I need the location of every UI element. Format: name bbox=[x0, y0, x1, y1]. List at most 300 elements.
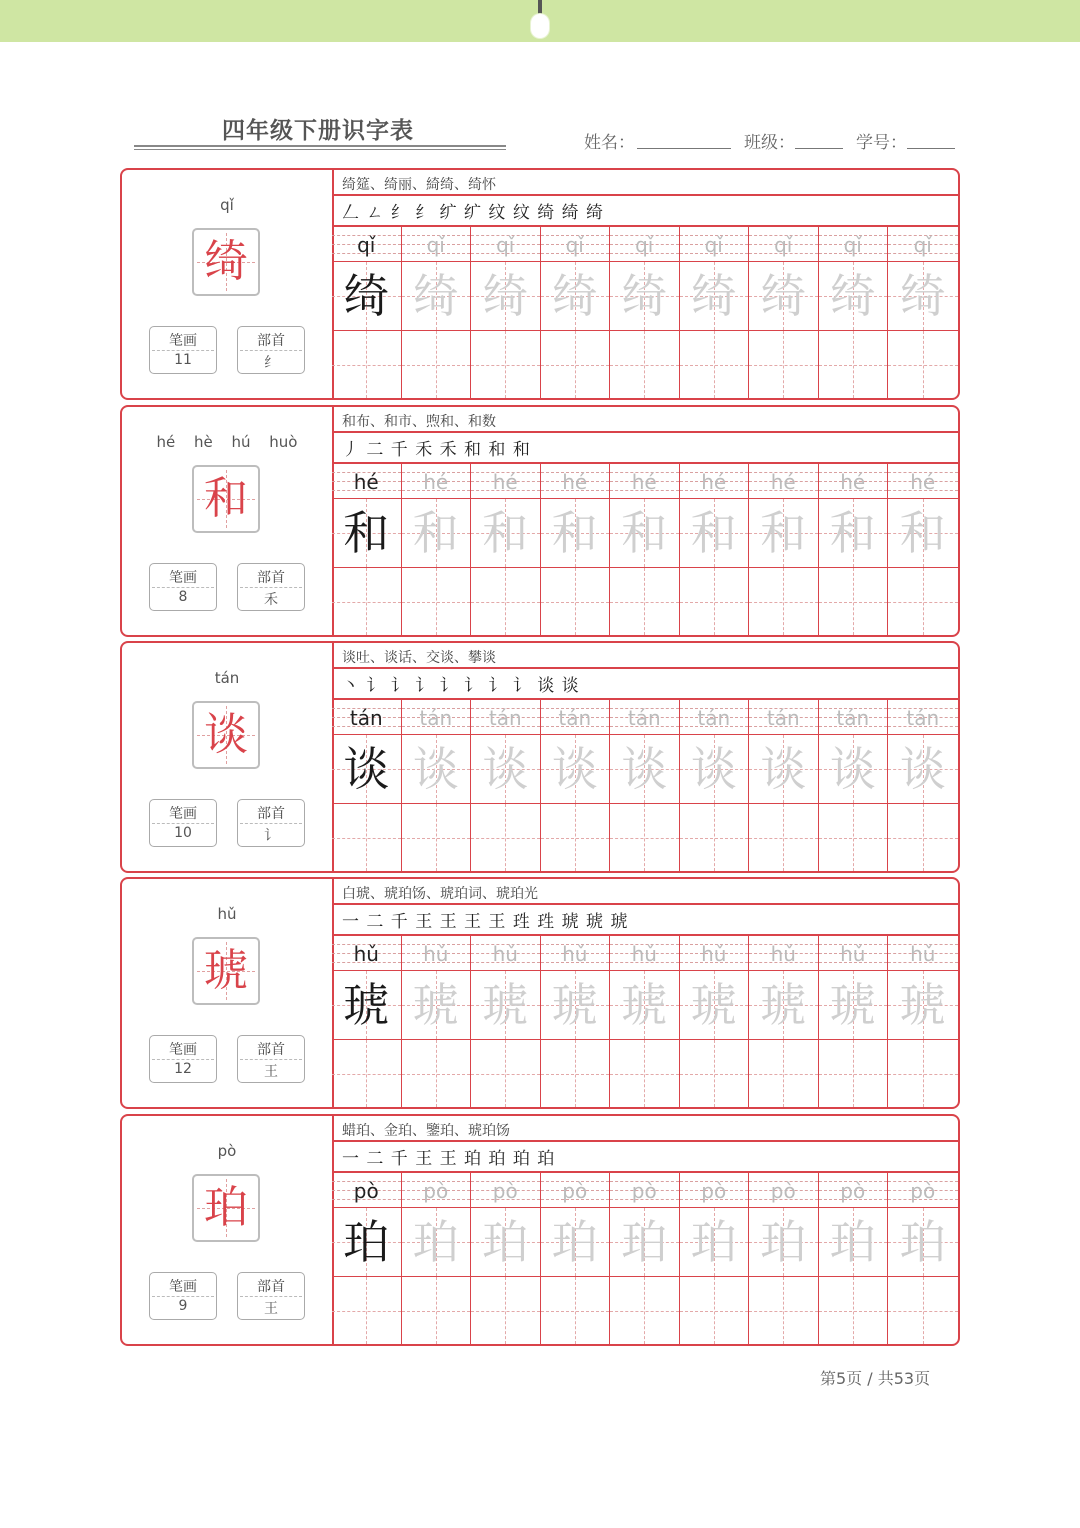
practice-column bbox=[749, 700, 819, 871]
practice-column bbox=[819, 464, 889, 635]
tracing-cell[interactable] bbox=[541, 970, 610, 1040]
radical-value: 纟 bbox=[264, 355, 278, 371]
pinyin-writing-row[interactable] bbox=[610, 700, 679, 734]
pinyin-writing-row[interactable] bbox=[402, 227, 471, 261]
trace-pinyin: qǐ bbox=[843, 233, 862, 257]
blank-writing-cell[interactable] bbox=[610, 1277, 679, 1344]
pinyin-writing-row[interactable] bbox=[541, 936, 610, 970]
blank-writing-cell[interactable] bbox=[541, 1040, 610, 1107]
radical-label: 部首 bbox=[257, 1042, 285, 1058]
trace-pinyin: hé bbox=[840, 470, 866, 494]
practice-column bbox=[888, 227, 958, 398]
practice-column bbox=[471, 700, 541, 871]
pinyin-writing-row[interactable] bbox=[471, 227, 540, 261]
practice-column bbox=[749, 936, 819, 1107]
trace-character: 珀 bbox=[482, 1215, 529, 1269]
blank-writing-cell[interactable] bbox=[888, 1040, 958, 1107]
trace-character: 谈 bbox=[482, 742, 529, 796]
trace-pinyin: hǔ bbox=[631, 942, 657, 966]
trace-character: 琥 bbox=[621, 978, 668, 1032]
pinyin-writing-row[interactable] bbox=[749, 464, 818, 498]
trace-character: 绮 bbox=[690, 269, 737, 323]
pinyin-readings: qǐ bbox=[220, 196, 234, 214]
example-words: 蜡珀、金珀、鑒珀、琥珀饧 bbox=[342, 1123, 510, 1139]
blank-writing-cell[interactable] bbox=[471, 331, 540, 398]
radical-label: 部首 bbox=[257, 806, 285, 822]
stroke-count-value: 11 bbox=[174, 352, 192, 368]
trace-character: 绮 bbox=[412, 269, 459, 323]
practice-column bbox=[332, 936, 402, 1107]
stroke-count-box bbox=[149, 799, 217, 847]
tracing-cell[interactable] bbox=[610, 1207, 679, 1277]
pinyin-writing-row[interactable] bbox=[471, 700, 540, 734]
pinyin-writing-row[interactable] bbox=[402, 464, 471, 498]
practice-column bbox=[819, 227, 889, 398]
character-main: 谈 bbox=[204, 709, 248, 760]
blank-writing-cell[interactable] bbox=[332, 804, 401, 871]
model-character: 和 bbox=[343, 506, 390, 560]
pinyin-writing-row[interactable] bbox=[749, 1173, 818, 1207]
model-character: 谈 bbox=[343, 742, 390, 796]
trace-pinyin: hǔ bbox=[562, 942, 588, 966]
trace-pinyin: hé bbox=[492, 470, 518, 494]
trace-pinyin: tán bbox=[488, 706, 522, 730]
practice-column bbox=[680, 464, 750, 635]
practice-column bbox=[888, 936, 958, 1107]
pinyin-writing-row[interactable] bbox=[819, 936, 888, 970]
trace-pinyin: pò bbox=[562, 1179, 588, 1203]
trace-character: 珀 bbox=[829, 1215, 876, 1269]
class-field[interactable] bbox=[795, 148, 843, 149]
practice-column bbox=[402, 464, 472, 635]
practice-column bbox=[402, 1173, 472, 1344]
tracing-cell[interactable] bbox=[541, 261, 610, 331]
pinyin-writing-row[interactable] bbox=[749, 700, 818, 734]
blank-writing-cell[interactable] bbox=[332, 331, 401, 398]
tracing-cell[interactable] bbox=[541, 734, 610, 804]
blank-writing-cell[interactable] bbox=[680, 1277, 749, 1344]
blank-writing-cell[interactable] bbox=[749, 568, 818, 635]
stroke-count-box bbox=[149, 326, 217, 374]
blank-writing-cell[interactable] bbox=[610, 568, 679, 635]
pinyin-writing-row[interactable] bbox=[749, 936, 818, 970]
character-display-box bbox=[192, 701, 260, 769]
radical-value: 王 bbox=[264, 1064, 278, 1080]
blank-writing-cell[interactable] bbox=[888, 1277, 958, 1344]
tracing-cell[interactable] bbox=[610, 970, 679, 1040]
trace-character: 谈 bbox=[760, 742, 807, 796]
model-character: 珀 bbox=[343, 1215, 390, 1269]
tracing-cell[interactable] bbox=[402, 970, 471, 1040]
tracing-cell[interactable] bbox=[888, 734, 958, 804]
pinyin-writing-row[interactable] bbox=[680, 227, 749, 261]
pinyin-writing-row[interactable] bbox=[402, 1173, 471, 1207]
blank-writing-cell[interactable] bbox=[541, 331, 610, 398]
character-card bbox=[120, 641, 960, 873]
pinyin-writing-row[interactable] bbox=[888, 464, 958, 498]
pinyin-writing-row[interactable] bbox=[819, 464, 888, 498]
trace-character: 琥 bbox=[899, 978, 946, 1032]
trace-character: 珀 bbox=[760, 1215, 807, 1269]
trace-pinyin: qǐ bbox=[635, 233, 654, 257]
pinyin-writing-row[interactable] bbox=[610, 227, 679, 261]
stroke-count-value: 8 bbox=[178, 589, 188, 605]
tracing-cell[interactable] bbox=[541, 1207, 610, 1277]
name-field[interactable] bbox=[637, 148, 731, 149]
trace-pinyin: qǐ bbox=[704, 233, 723, 257]
stroke-count-label: 笔画 bbox=[169, 1279, 197, 1295]
trace-pinyin: qǐ bbox=[565, 233, 584, 257]
pinyin-readings: hé hè hú huò bbox=[156, 433, 298, 451]
tracing-cell[interactable] bbox=[471, 261, 540, 331]
trace-character: 谈 bbox=[621, 742, 668, 796]
blank-writing-cell[interactable] bbox=[610, 1040, 679, 1107]
tracing-cell[interactable] bbox=[402, 261, 471, 331]
tracing-cell[interactable] bbox=[332, 734, 401, 804]
model-pinyin: hé bbox=[353, 470, 379, 494]
pinyin-writing-row[interactable] bbox=[888, 1173, 958, 1207]
blank-writing-cell[interactable] bbox=[819, 804, 888, 871]
tracing-cell[interactable] bbox=[680, 498, 749, 568]
blank-writing-cell[interactable] bbox=[541, 804, 610, 871]
tracing-cell[interactable] bbox=[819, 970, 888, 1040]
character-display-box bbox=[192, 228, 260, 296]
lightbulb-icon bbox=[531, 14, 549, 38]
pinyin-readings: tán bbox=[214, 669, 240, 687]
trace-pinyin: hǔ bbox=[423, 942, 449, 966]
tracing-cell[interactable] bbox=[749, 1207, 818, 1277]
blank-writing-cell[interactable] bbox=[402, 568, 471, 635]
tracing-cell[interactable] bbox=[402, 734, 471, 804]
blank-writing-cell[interactable] bbox=[610, 331, 679, 398]
character-info-panel bbox=[122, 643, 334, 871]
stroke-count-box bbox=[149, 563, 217, 611]
tracing-cell[interactable] bbox=[402, 1207, 471, 1277]
example-words: 和布、和市、喣和、和数 bbox=[342, 414, 496, 430]
stroke-count-label: 笔画 bbox=[169, 1042, 197, 1058]
trace-character: 和 bbox=[482, 506, 529, 560]
pinyin-writing-row[interactable] bbox=[888, 227, 958, 261]
trace-pinyin: tán bbox=[558, 706, 592, 730]
trace-pinyin: pò bbox=[423, 1179, 449, 1203]
practice-column bbox=[332, 1173, 402, 1344]
blank-writing-cell[interactable] bbox=[332, 1277, 401, 1344]
practice-column bbox=[471, 464, 541, 635]
pinyin-writing-row[interactable] bbox=[680, 1173, 749, 1207]
model-pinyin: qǐ bbox=[357, 233, 376, 257]
pinyin-writing-row[interactable] bbox=[332, 227, 401, 261]
pinyin-writing-row[interactable] bbox=[402, 936, 471, 970]
trace-character: 和 bbox=[899, 506, 946, 560]
tracing-cell[interactable] bbox=[332, 970, 401, 1040]
character-main: 绮 bbox=[204, 236, 248, 287]
pinyin-writing-row[interactable] bbox=[541, 700, 610, 734]
character-card bbox=[120, 1114, 960, 1346]
trace-pinyin: hé bbox=[562, 470, 588, 494]
radical-label: 部首 bbox=[257, 333, 285, 349]
trace-character: 谈 bbox=[551, 742, 598, 796]
blank-writing-cell[interactable] bbox=[680, 804, 749, 871]
page-title: 四年级下册识字表 bbox=[222, 118, 414, 144]
practice-column bbox=[888, 1173, 958, 1344]
stroke-order: 丿 二 千 禾 禾 和 和 和 bbox=[342, 440, 531, 460]
blank-writing-cell[interactable] bbox=[888, 804, 958, 871]
tracing-cell[interactable] bbox=[471, 1207, 540, 1277]
blank-writing-cell[interactable] bbox=[749, 331, 818, 398]
tracing-cell[interactable] bbox=[749, 970, 818, 1040]
blank-writing-cell[interactable] bbox=[749, 1040, 818, 1107]
trace-pinyin: hé bbox=[910, 470, 936, 494]
tracing-cell[interactable] bbox=[888, 261, 958, 331]
tracing-cell[interactable] bbox=[749, 734, 818, 804]
blank-writing-cell[interactable] bbox=[888, 568, 958, 635]
tracing-cell[interactable] bbox=[819, 734, 888, 804]
trace-pinyin: qǐ bbox=[774, 233, 793, 257]
practice-grid bbox=[332, 464, 958, 635]
pinyin-writing-row[interactable] bbox=[332, 936, 401, 970]
character-card bbox=[120, 405, 960, 637]
blank-writing-cell[interactable] bbox=[680, 568, 749, 635]
tracing-cell[interactable] bbox=[332, 1207, 401, 1277]
pinyin-writing-row[interactable] bbox=[471, 936, 540, 970]
practice-column bbox=[541, 464, 611, 635]
pinyin-writing-row[interactable] bbox=[819, 227, 888, 261]
blank-writing-cell[interactable] bbox=[471, 1040, 540, 1107]
blank-writing-cell[interactable] bbox=[332, 1040, 401, 1107]
tracing-cell[interactable] bbox=[541, 498, 610, 568]
character-display-box bbox=[192, 465, 260, 533]
pinyin-writing-row[interactable] bbox=[680, 936, 749, 970]
example-words: 白琥、琥珀饧、琥珀词、琥珀光 bbox=[342, 886, 538, 902]
pinyin-writing-row[interactable] bbox=[610, 464, 679, 498]
trace-character: 和 bbox=[690, 506, 737, 560]
tracing-cell[interactable] bbox=[610, 734, 679, 804]
blank-writing-cell[interactable] bbox=[819, 1040, 888, 1107]
pinyin-writing-row[interactable] bbox=[541, 227, 610, 261]
stroke-count-value: 10 bbox=[174, 825, 192, 841]
practice-column bbox=[819, 700, 889, 871]
practice-column bbox=[471, 936, 541, 1107]
radical-label: 部首 bbox=[257, 1279, 285, 1295]
pinyin-writing-row[interactable] bbox=[610, 1173, 679, 1207]
pinyin-writing-row[interactable] bbox=[610, 936, 679, 970]
pinyin-readings: hǔ bbox=[217, 905, 237, 923]
stroke-count-box bbox=[149, 1035, 217, 1083]
tracing-cell[interactable] bbox=[749, 261, 818, 331]
blank-writing-cell[interactable] bbox=[888, 331, 958, 398]
tracing-cell[interactable] bbox=[332, 498, 401, 568]
trace-pinyin: qǐ bbox=[496, 233, 515, 257]
pinyin-writing-row[interactable] bbox=[819, 700, 888, 734]
model-character: 琥 bbox=[343, 978, 390, 1032]
trace-character: 珀 bbox=[899, 1215, 946, 1269]
blank-writing-cell[interactable] bbox=[402, 804, 471, 871]
trace-pinyin: pò bbox=[910, 1179, 936, 1203]
practice-column bbox=[749, 464, 819, 635]
trace-character: 绮 bbox=[829, 269, 876, 323]
tracing-cell[interactable] bbox=[471, 970, 540, 1040]
tracing-cell[interactable] bbox=[471, 498, 540, 568]
practice-grid bbox=[332, 700, 958, 871]
trace-character: 绮 bbox=[760, 269, 807, 323]
pinyin-writing-row[interactable] bbox=[680, 700, 749, 734]
blank-writing-cell[interactable] bbox=[749, 1277, 818, 1344]
trace-character: 绮 bbox=[482, 269, 529, 323]
character-main: 琥 bbox=[204, 945, 248, 996]
trace-character: 和 bbox=[621, 506, 668, 560]
tracing-cell[interactable] bbox=[680, 970, 749, 1040]
tracing-cell[interactable] bbox=[680, 734, 749, 804]
blank-writing-cell[interactable] bbox=[402, 1040, 471, 1107]
trace-character: 和 bbox=[412, 506, 459, 560]
trace-pinyin: qǐ bbox=[913, 233, 932, 257]
practice-column bbox=[402, 936, 472, 1107]
blank-writing-cell[interactable] bbox=[541, 568, 610, 635]
tracing-cell[interactable] bbox=[332, 261, 401, 331]
student-id-label: 学号： bbox=[856, 133, 907, 153]
pinyin-writing-row[interactable] bbox=[888, 936, 958, 970]
tracing-cell[interactable] bbox=[888, 1207, 958, 1277]
trace-pinyin: pò bbox=[770, 1179, 796, 1203]
model-pinyin: hǔ bbox=[353, 942, 379, 966]
character-card bbox=[120, 168, 960, 400]
tracing-cell[interactable] bbox=[610, 498, 679, 568]
tracing-cell[interactable] bbox=[680, 1207, 749, 1277]
pinyin-writing-row[interactable] bbox=[680, 464, 749, 498]
trace-character: 和 bbox=[551, 506, 598, 560]
practice-column bbox=[680, 1173, 750, 1344]
tracing-cell[interactable] bbox=[888, 498, 958, 568]
stroke-count-label: 笔画 bbox=[169, 333, 197, 349]
pinyin-writing-row[interactable] bbox=[471, 464, 540, 498]
trace-pinyin: pò bbox=[492, 1179, 518, 1203]
pinyin-writing-row[interactable] bbox=[819, 1173, 888, 1207]
blank-writing-cell[interactable] bbox=[471, 804, 540, 871]
practice-column bbox=[332, 700, 402, 871]
tracing-cell[interactable] bbox=[610, 261, 679, 331]
pinyin-writing-row[interactable] bbox=[332, 464, 401, 498]
stroke-count-box bbox=[149, 1272, 217, 1320]
model-pinyin: tán bbox=[349, 706, 383, 730]
character-card bbox=[120, 877, 960, 1109]
trace-pinyin: tán bbox=[906, 706, 940, 730]
blank-writing-cell[interactable] bbox=[402, 331, 471, 398]
practice-column bbox=[471, 1173, 541, 1344]
page-number: 第5页 / 共53页 bbox=[820, 1369, 931, 1388]
trace-pinyin: hǔ bbox=[701, 942, 727, 966]
blank-writing-cell[interactable] bbox=[819, 331, 888, 398]
blank-writing-cell[interactable] bbox=[680, 331, 749, 398]
tracing-cell[interactable] bbox=[471, 734, 540, 804]
blank-writing-cell[interactable] bbox=[332, 568, 401, 635]
example-words: 绮筵、绮丽、綺绮、绮怀 bbox=[342, 177, 496, 193]
trace-character: 谈 bbox=[899, 742, 946, 796]
class-label: 班级： bbox=[744, 133, 795, 153]
trace-pinyin: tán bbox=[627, 706, 661, 730]
stroke-count-value: 9 bbox=[178, 1298, 188, 1314]
practice-column bbox=[610, 464, 680, 635]
tracing-cell[interactable] bbox=[819, 261, 888, 331]
blank-writing-cell[interactable] bbox=[402, 1277, 471, 1344]
pinyin-writing-row[interactable] bbox=[332, 1173, 401, 1207]
blank-writing-cell[interactable] bbox=[819, 568, 888, 635]
practice-column bbox=[680, 227, 750, 398]
trace-character: 琥 bbox=[551, 978, 598, 1032]
tracing-cell[interactable] bbox=[749, 498, 818, 568]
trace-character: 绮 bbox=[551, 269, 598, 323]
blank-writing-cell[interactable] bbox=[471, 1277, 540, 1344]
trace-character: 珀 bbox=[412, 1215, 459, 1269]
practice-column bbox=[471, 227, 541, 398]
practice-column bbox=[332, 464, 402, 635]
trace-character: 琥 bbox=[412, 978, 459, 1032]
trace-character: 琥 bbox=[829, 978, 876, 1032]
stroke-order: 𠃋 ㄥ 纟 纟 纩 纩 纹 纹 绮 绮 绮 bbox=[342, 203, 605, 223]
trace-character: 绮 bbox=[899, 269, 946, 323]
model-pinyin: pò bbox=[353, 1179, 379, 1203]
tracing-cell[interactable] bbox=[402, 498, 471, 568]
pinyin-writing-row[interactable] bbox=[402, 700, 471, 734]
tracing-cell[interactable] bbox=[888, 970, 958, 1040]
pinyin-writing-row[interactable] bbox=[332, 700, 401, 734]
radical-label: 部首 bbox=[257, 570, 285, 586]
trace-pinyin: hǔ bbox=[492, 942, 518, 966]
blank-writing-cell[interactable] bbox=[749, 804, 818, 871]
practice-grid bbox=[332, 1173, 958, 1344]
blank-writing-cell[interactable] bbox=[471, 568, 540, 635]
trace-character: 谈 bbox=[690, 742, 737, 796]
practice-column bbox=[541, 700, 611, 871]
trace-pinyin: tán bbox=[836, 706, 870, 730]
practice-column bbox=[610, 227, 680, 398]
blank-writing-cell[interactable] bbox=[680, 1040, 749, 1107]
pinyin-writing-row[interactable] bbox=[471, 1173, 540, 1207]
blank-writing-cell[interactable] bbox=[541, 1277, 610, 1344]
pinyin-writing-row[interactable] bbox=[888, 700, 958, 734]
pinyin-writing-row[interactable] bbox=[749, 227, 818, 261]
name-label: 姓名： bbox=[584, 133, 635, 153]
practice-grid bbox=[332, 227, 958, 398]
trace-character: 琥 bbox=[760, 978, 807, 1032]
tracing-cell[interactable] bbox=[819, 1207, 888, 1277]
practice-column bbox=[819, 1173, 889, 1344]
title-underline-2 bbox=[134, 149, 506, 150]
trace-character: 珀 bbox=[621, 1215, 668, 1269]
tracing-cell[interactable] bbox=[680, 261, 749, 331]
pinyin-writing-row[interactable] bbox=[541, 464, 610, 498]
practice-column bbox=[541, 227, 611, 398]
radical-value: 讠 bbox=[264, 828, 278, 844]
character-display-box bbox=[192, 1174, 260, 1242]
practice-column bbox=[402, 700, 472, 871]
trace-pinyin: qǐ bbox=[426, 233, 445, 257]
stroke-order: 一 二 千 王 王 王 王 珄 珄 琥 琥 琥 bbox=[342, 912, 629, 932]
trace-pinyin: hǔ bbox=[770, 942, 796, 966]
stroke-order: 丶 讠 讠 讠 讠 讠 讠 讠 谈 谈 bbox=[342, 676, 580, 696]
character-info-panel bbox=[122, 879, 334, 1107]
radical-box bbox=[237, 799, 305, 847]
character-main: 珀 bbox=[204, 1182, 248, 1233]
stroke-count-label: 笔画 bbox=[169, 570, 197, 586]
practice-column bbox=[541, 1173, 611, 1344]
character-info-panel bbox=[122, 407, 334, 635]
tracing-cell[interactable] bbox=[819, 498, 888, 568]
student-id-field[interactable] bbox=[907, 148, 955, 149]
blank-writing-cell[interactable] bbox=[610, 804, 679, 871]
blank-writing-cell[interactable] bbox=[819, 1277, 888, 1344]
trace-character: 琥 bbox=[482, 978, 529, 1032]
pinyin-writing-row[interactable] bbox=[541, 1173, 610, 1207]
